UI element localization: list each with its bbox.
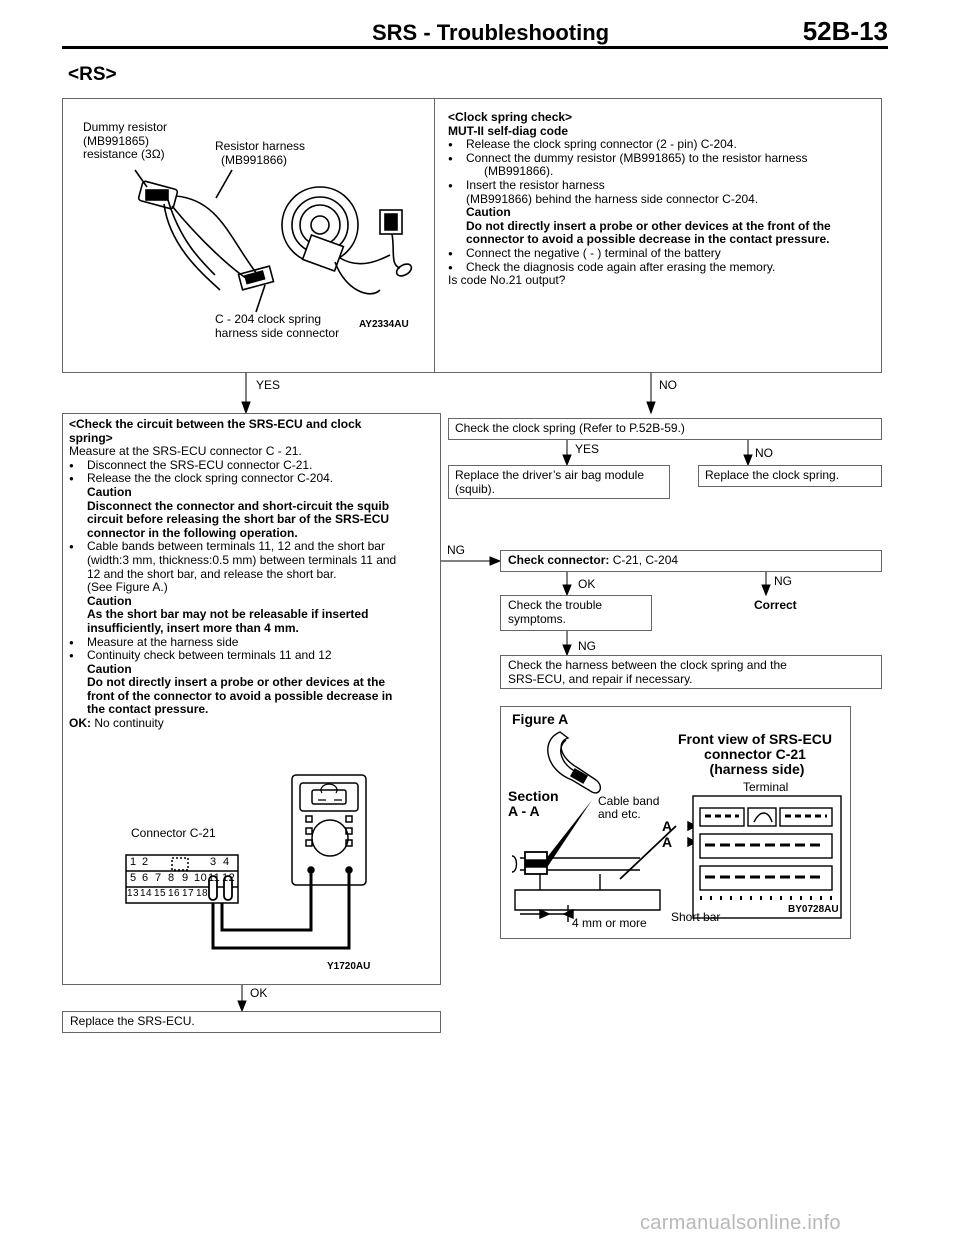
dummy-resistor-label: Dummy resistor (MB991865) resistance (3Ω) <box>83 120 168 162</box>
watermark: carmanualsonline.info <box>640 1212 841 1234</box>
terminal-label: Terminal <box>743 780 789 794</box>
ng-label-1: NG <box>447 543 465 557</box>
page-title: SRS - Troubleshooting <box>372 20 610 45</box>
clock-spring-check-refer: Check the clock spring (Refer to P.52B-59.) <box>448 418 882 440</box>
figure-code-ay2334au: AY2334AU <box>359 319 409 330</box>
figure-code-y1720au: Y1720AU <box>327 961 371 972</box>
a-mark-bottom: A <box>662 834 673 850</box>
short-bar-label: Short bar <box>671 910 721 924</box>
yes-label-2: YES <box>575 442 600 456</box>
connector-c21-label: Connector C-21 <box>131 826 216 840</box>
ng-label-3: NG <box>578 639 596 653</box>
section-label: <RS> <box>68 64 117 85</box>
figure-code-by0728au: BY0728AU <box>788 904 839 915</box>
no-label-1: NO <box>659 378 677 392</box>
ok-label-2: OK <box>250 986 268 1000</box>
correct-label: Correct <box>754 598 797 612</box>
replace-airbag-box: Replace the driver’s air bag module (squib). <box>448 465 670 499</box>
a-mark-top: A <box>662 818 673 834</box>
figure-a-title: Figure A <box>512 711 569 727</box>
circuit-check-text: <Check the circuit between the SRS-ECU and clock spring> Measure at the SRS-ECU connector C - 21. ● Disconnect the SRS-ECU connector C-21. ● Release the the clock spring connector C-204. Caution Disconnect the connector and short-circuit the squib circuit before releasing the short bar of the SRS-ECU connector in the following operation. ● Cable bands between terminals 11, 12 and the short bar (width:3 mm, thickness:0.5 mm) between terminals 11 and 12 and the short bar, and release the short bar. (See Figure A.) Caution As the short bar may not be releasable if inserted insufficiently, insert more than 4 mm. ● Measure at the harness side ● Continuity check between terminals 11 and 12 Caution Do not directly insert a probe or other devices at the front of the connector to avoid a possible decrease in the contact pressure. OK: No continuity <box>69 418 396 731</box>
yes-label-1: YES <box>256 378 281 392</box>
four-mm-label: 4 mm or more <box>572 916 647 930</box>
replace-clock-spring-box: Replace the clock spring. <box>698 465 882 487</box>
section-a-a-label: Section A - A <box>508 788 559 819</box>
check-connector-box: Check connector: C-21, C-204 <box>500 550 882 572</box>
connector-c204-label: C - 204 clock spring harness side connector <box>215 312 340 340</box>
connector-pins: 1 2 3 4 5 6 7 8 9 10 11 12 13 14 15 16 17 18 <box>127 856 236 899</box>
replace-ecu-box: Replace the SRS-ECU. <box>62 1011 441 1033</box>
resistor-harness-label: Resistor harness (MB991866) <box>215 139 306 167</box>
ng-label-2: NG <box>774 574 792 588</box>
ok-label-1: OK <box>578 577 596 591</box>
page-number: 52B-13 <box>802 16 888 46</box>
front-view-label: Front view of SRS-ECU connector C-21 (harness side) <box>678 731 833 777</box>
no-label-2: NO <box>755 446 773 460</box>
check-harness-box: Check the harness between the clock spring and the SRS-ECU, and repair if necessary. <box>500 655 882 689</box>
check-trouble-box: Check the trouble symptoms. <box>500 595 652 631</box>
clock-spring-check-text: <Clock spring check> MUT-II self-diag code ● Release the clock spring connector (2 - pin) C-204. ● Connect the dummy resistor (MB991865) to the resistor harness (MB991866). ● Insert the resistor harness (MB991866) behind the harness side connector C-204. Caution Do not directly insert a probe or other devices at the front of the connector to avoid a possible decrease in the contact pressure. ● Connect the negative ( - ) terminal of the battery ● Check the diagnosis code again after erasing the memory. Is code No.21 output? <box>448 111 831 288</box>
cable-band-label: Cable band and etc. <box>598 794 660 821</box>
